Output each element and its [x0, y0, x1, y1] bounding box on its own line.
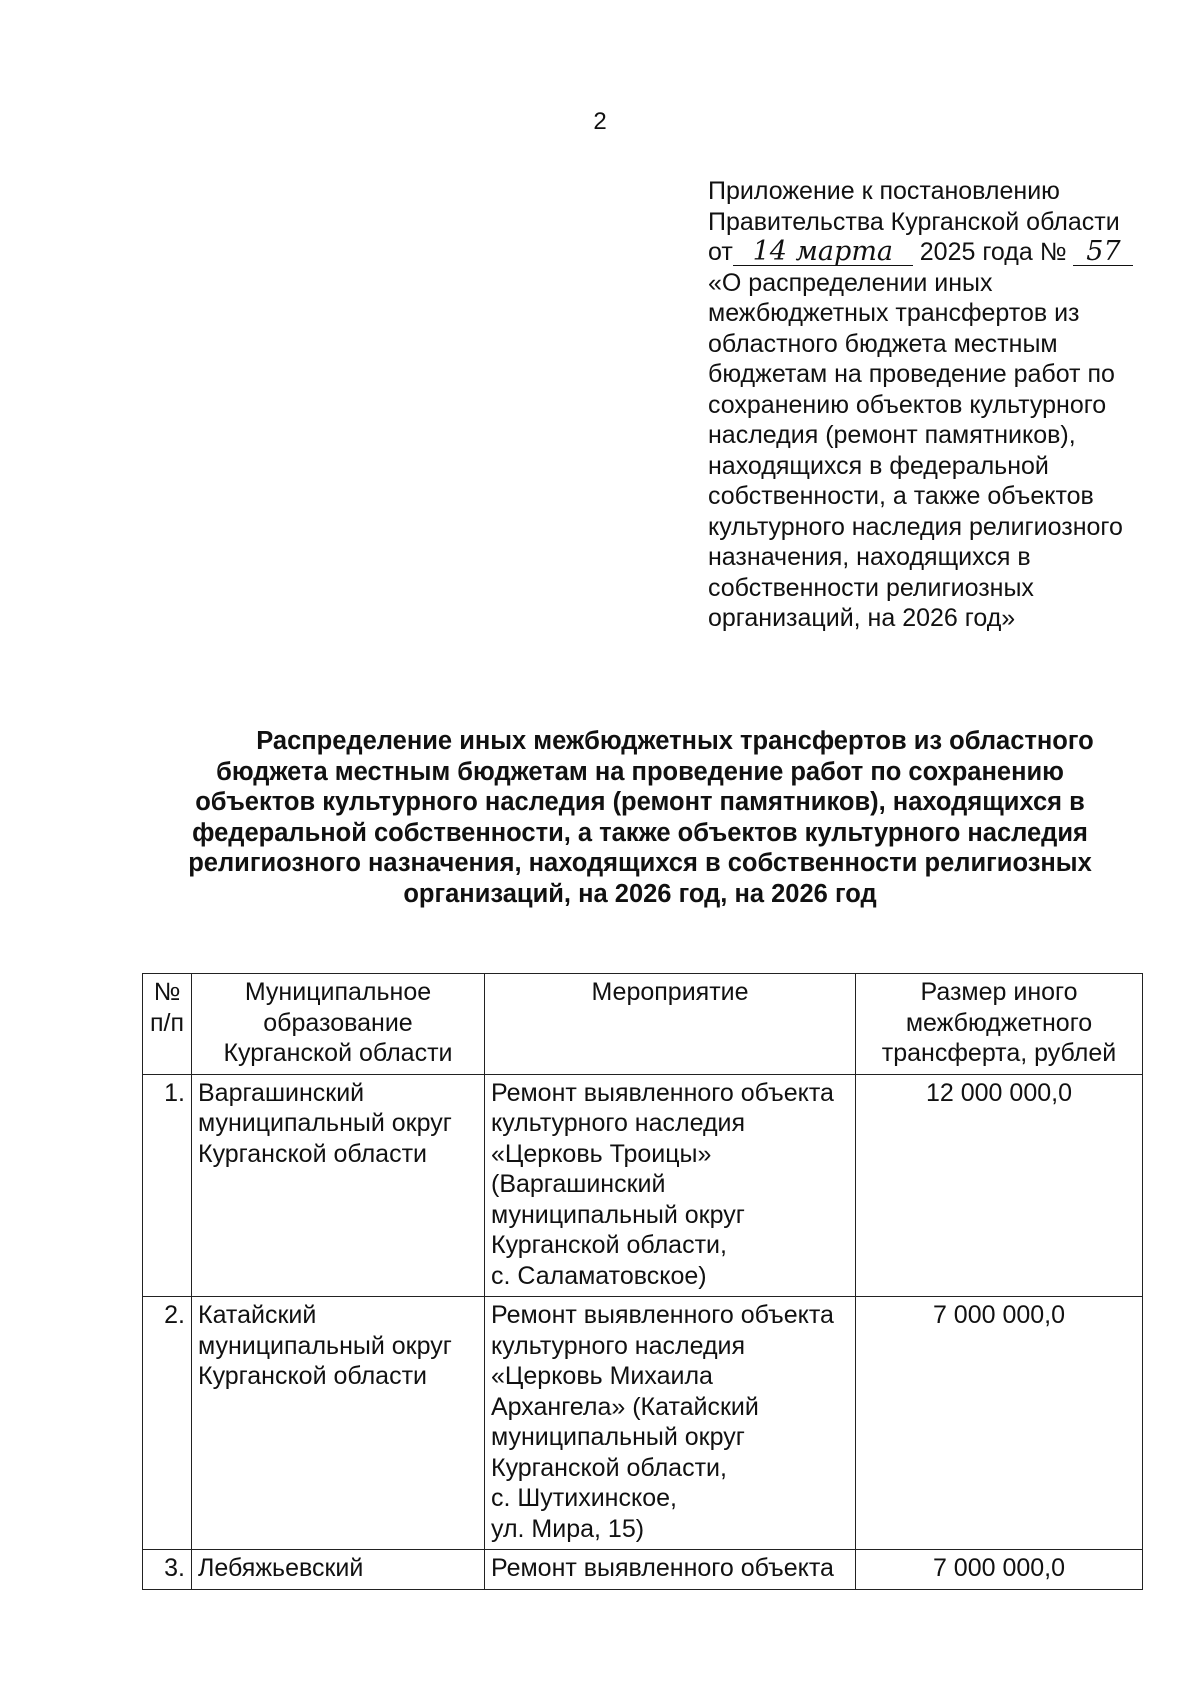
appendix-block — [708, 176, 1168, 634]
header-text: Курганской области — [223, 1039, 453, 1067]
appendix-title-line: собственности, а также объектов — [708, 482, 1094, 510]
row-event — [485, 1297, 856, 1550]
row-number: 1. — [143, 1074, 192, 1297]
appendix-title-line: сохранению объектов культурного — [708, 390, 1107, 419]
cell-text: с. Саламатовское) — [491, 1261, 707, 1290]
date-suffix: 2025 года № — [919, 238, 1067, 266]
cell-text: Катайский — [198, 1301, 317, 1329]
appendix-title-line: культурного наследия религиозного — [708, 512, 1123, 541]
cell-text: Архангела» (Катайский — [491, 1392, 759, 1421]
cell-text: Курганской области, — [491, 1231, 727, 1259]
row-amount: 7 000 000,0 — [856, 1297, 1143, 1550]
appendix-title-line: собственности религиозных — [708, 573, 1034, 602]
header-text: Мероприятие — [591, 978, 749, 1006]
header-text: п/п — [149, 1008, 185, 1037]
row-number: 3. — [143, 1550, 192, 1590]
cell-text: культурного наследия — [491, 1109, 746, 1137]
row-event — [485, 1074, 856, 1297]
appendix-title-line: назначения, находящихся в — [708, 543, 1031, 571]
document-title-line: бюджета местным бюджетам на проведение работ по сохранению — [216, 757, 1064, 786]
cell-text: Лебяжьевский — [198, 1554, 364, 1582]
document-title-line: Распределение иных межбюджетных трансфертов из областного — [256, 727, 1094, 755]
cell-text: «Церковь Михаила — [491, 1362, 713, 1390]
date-prefix: от — [708, 238, 733, 266]
header-event — [485, 974, 856, 1075]
document-title — [160, 726, 1120, 909]
cell-text: муниципальный округ — [198, 1331, 452, 1360]
row-number: 2. — [143, 1297, 192, 1550]
cell-text: муниципальный округ — [491, 1200, 745, 1229]
row-amount: 7 000 000,0 — [856, 1550, 1143, 1590]
cell-text: «Церковь Троицы» — [491, 1139, 712, 1168]
row-event — [485, 1550, 856, 1590]
appendix-line-1: Приложение к постановлению — [708, 177, 1060, 205]
page-number: 2 — [593, 108, 607, 135]
cell-text: муниципальный округ — [491, 1423, 745, 1451]
header-municipality — [192, 974, 485, 1075]
appendix-title-line: областного бюджета местным — [708, 329, 1058, 358]
cell-text: с. Шутихинское, — [491, 1484, 677, 1512]
cell-text: Ремонт выявленного объекта — [491, 1078, 834, 1107]
cell-text: Курганской области — [198, 1139, 428, 1168]
header-number — [143, 974, 192, 1075]
header-text: Размер иного — [920, 978, 1078, 1006]
handwritten-date: 14 марта — [733, 239, 913, 266]
header-text: № — [153, 978, 181, 1006]
document-title-line: федеральной собственности, а также объектов культурного наследия — [192, 818, 1088, 847]
handwritten-number: 57 — [1073, 239, 1133, 266]
cell-text: муниципальный округ — [198, 1109, 452, 1137]
table-row — [143, 1550, 1143, 1590]
table-header-row — [143, 974, 1143, 1075]
cell-text: Курганской области, — [491, 1453, 727, 1482]
row-municipality — [192, 1074, 485, 1297]
cell-text: ул. Мира, 15) — [491, 1514, 645, 1543]
row-municipality — [192, 1297, 485, 1550]
document-title-line: объектов культурного наследия (ремонт памятников), находящихся в — [195, 788, 1085, 816]
document-title-line: организаций, на 2026 год, на 2026 год — [403, 879, 877, 908]
header-amount — [856, 974, 1143, 1075]
appendix-title-line: организаций, на 2026 год» — [708, 604, 1016, 632]
table-row — [143, 1297, 1143, 1550]
appendix-line-2: Правительства Курганской области — [708, 207, 1120, 236]
cell-text: Курганской области — [198, 1362, 428, 1390]
header-text: образование — [263, 1008, 413, 1037]
appendix-title-line: межбюджетных трансфертов из — [708, 299, 1080, 327]
cell-text: Варгашинский — [198, 1078, 365, 1107]
header-text: межбюджетного — [905, 1008, 1093, 1037]
document-title-line: религиозного назначения, находящихся в собственности религиозных — [188, 849, 1092, 877]
appendix-date-line — [708, 237, 1168, 268]
row-amount: 12 000 000,0 — [856, 1074, 1143, 1297]
distribution-table — [142, 973, 1143, 1590]
cell-text: Ремонт выявленного объекта — [491, 1554, 834, 1582]
cell-text: культурного наследия — [491, 1331, 746, 1360]
appendix-title-line: бюджетам на проведение работ по — [708, 360, 1115, 388]
cell-text: Ремонт выявленного объекта — [491, 1301, 834, 1329]
appendix-title-line: наследия (ремонт памятников), — [708, 421, 1076, 449]
appendix-title-line: «О распределении иных — [708, 268, 993, 297]
header-text: Муниципальное — [244, 978, 432, 1006]
row-municipality — [192, 1550, 485, 1590]
header-text: трансферта, рублей — [881, 1039, 1117, 1067]
cell-text: (Варгашинский — [491, 1170, 666, 1198]
table-row — [143, 1074, 1143, 1297]
appendix-title-line: находящихся в федеральной — [708, 451, 1049, 480]
